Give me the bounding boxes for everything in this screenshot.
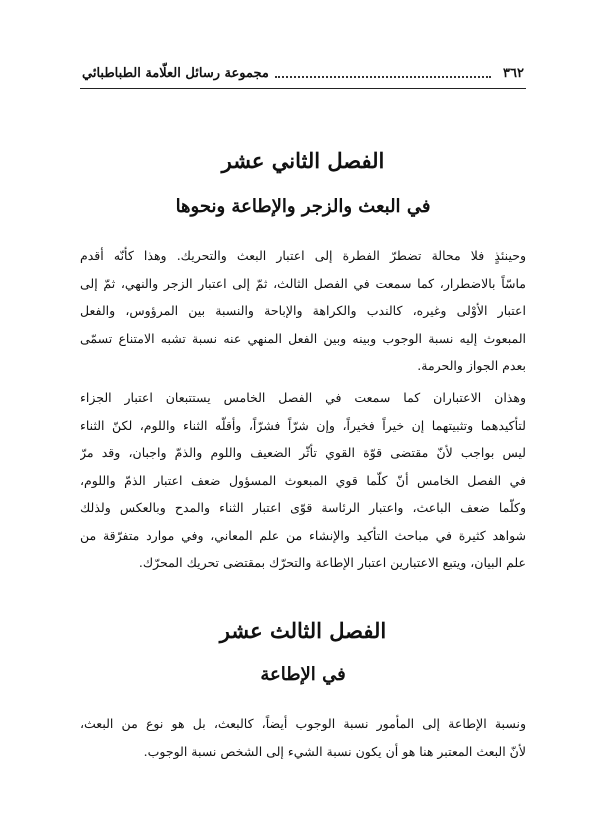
chapter-13-paragraph-1 — [80, 710, 526, 765]
page-number: ٣٦٢ — [503, 65, 524, 81]
book-title: مجموعة رسائل العلّامة الطباطبائي — [82, 65, 269, 81]
text-line: لأنّ البعث المعتبر هنا هو أن يكون نسبة الشيء إلى الشخص نسبة الوجوب. — [143, 743, 526, 759]
chapter-12-paragraph-2 — [80, 384, 526, 577]
running-header — [82, 62, 524, 84]
chapter-13-title: الفصل الثالث عشر — [219, 618, 387, 643]
text-line: علم البيان، ويتبع الاعتبارين اعتبار الإطاعة والتحرّك بمقتضى تحريك المحرّك. — [138, 555, 526, 570]
text-line: اعتبار الأوْلى وغيره، كالندب والكراهة والإباحة والنسبة بين المرؤوس، والفعل — [80, 303, 526, 318]
text-line: شواهد كثيرة في مباحث التأكيد والإنشاء من علم المعاني، وفي موارد متفرّقة من — [80, 527, 526, 543]
text-line: المبعوث إليه نسبة الوجوب وبينه وبين الفعل المنهي عنه نسبة تشبه الامتناع تسمّى — [80, 330, 526, 346]
text-line: ونسبة الإطاعة إلى المأمور نسبة الوجوب أيضاً، كالبعث، بل هو نوع من البعث، — [80, 716, 526, 731]
chapter-12-title: الفصل الثاني عشر — [221, 148, 385, 173]
text-line: وكلّما ضعف الباعث، واعتبار الرئاسة قوّى اعتبار الثناء والمدح وبالعكس ولذلك — [80, 500, 526, 515]
chapter-12-subtitle: في البعث والزجر والإطاعة ونحوها — [175, 196, 431, 217]
text-line: ماسّاً بالاضطرار، كما سمعت في الفصل الثالث، ثمّ إلى اعتبار الزجر والنهي، ثمّ إلى — [80, 275, 526, 291]
header-rule — [80, 88, 526, 89]
text-line: في الفصل الخامس أنّ كلّما قوي المبعوث المسؤول ضعف اعتبار الذمّ واللوم، — [80, 472, 526, 488]
text-line: ليس بواجب لأنّ مقتضى قوّة القوي تأثّر الضعيف واللوم والذمّ واجبان، وقد مرّ — [80, 445, 526, 460]
text-line: لتأكيدهما وتثبيتهما إن خيراً فخيراً، وإن شرّاً فشرّاً، وأقلّه الثناء واللوم، لكنّ الثناء — [80, 417, 526, 433]
text-line: وحينئذٍ فلا محالة تضطرّ الفطرة إلى اعتبار البعث والتحريك. وهذا كأنّه أقدم — [80, 248, 526, 263]
text-line: بعدم الجواز والحرمة. — [417, 358, 526, 373]
leader-dots — [275, 76, 491, 78]
text-line: وهذان الاعتباران كما سمعت في الفصل الخامس يستتبعان اعتبار الجزاء — [80, 390, 526, 405]
chapter-13-subtitle: في الإطاعة — [260, 664, 346, 685]
chapter-12-paragraph-1 — [80, 242, 526, 380]
